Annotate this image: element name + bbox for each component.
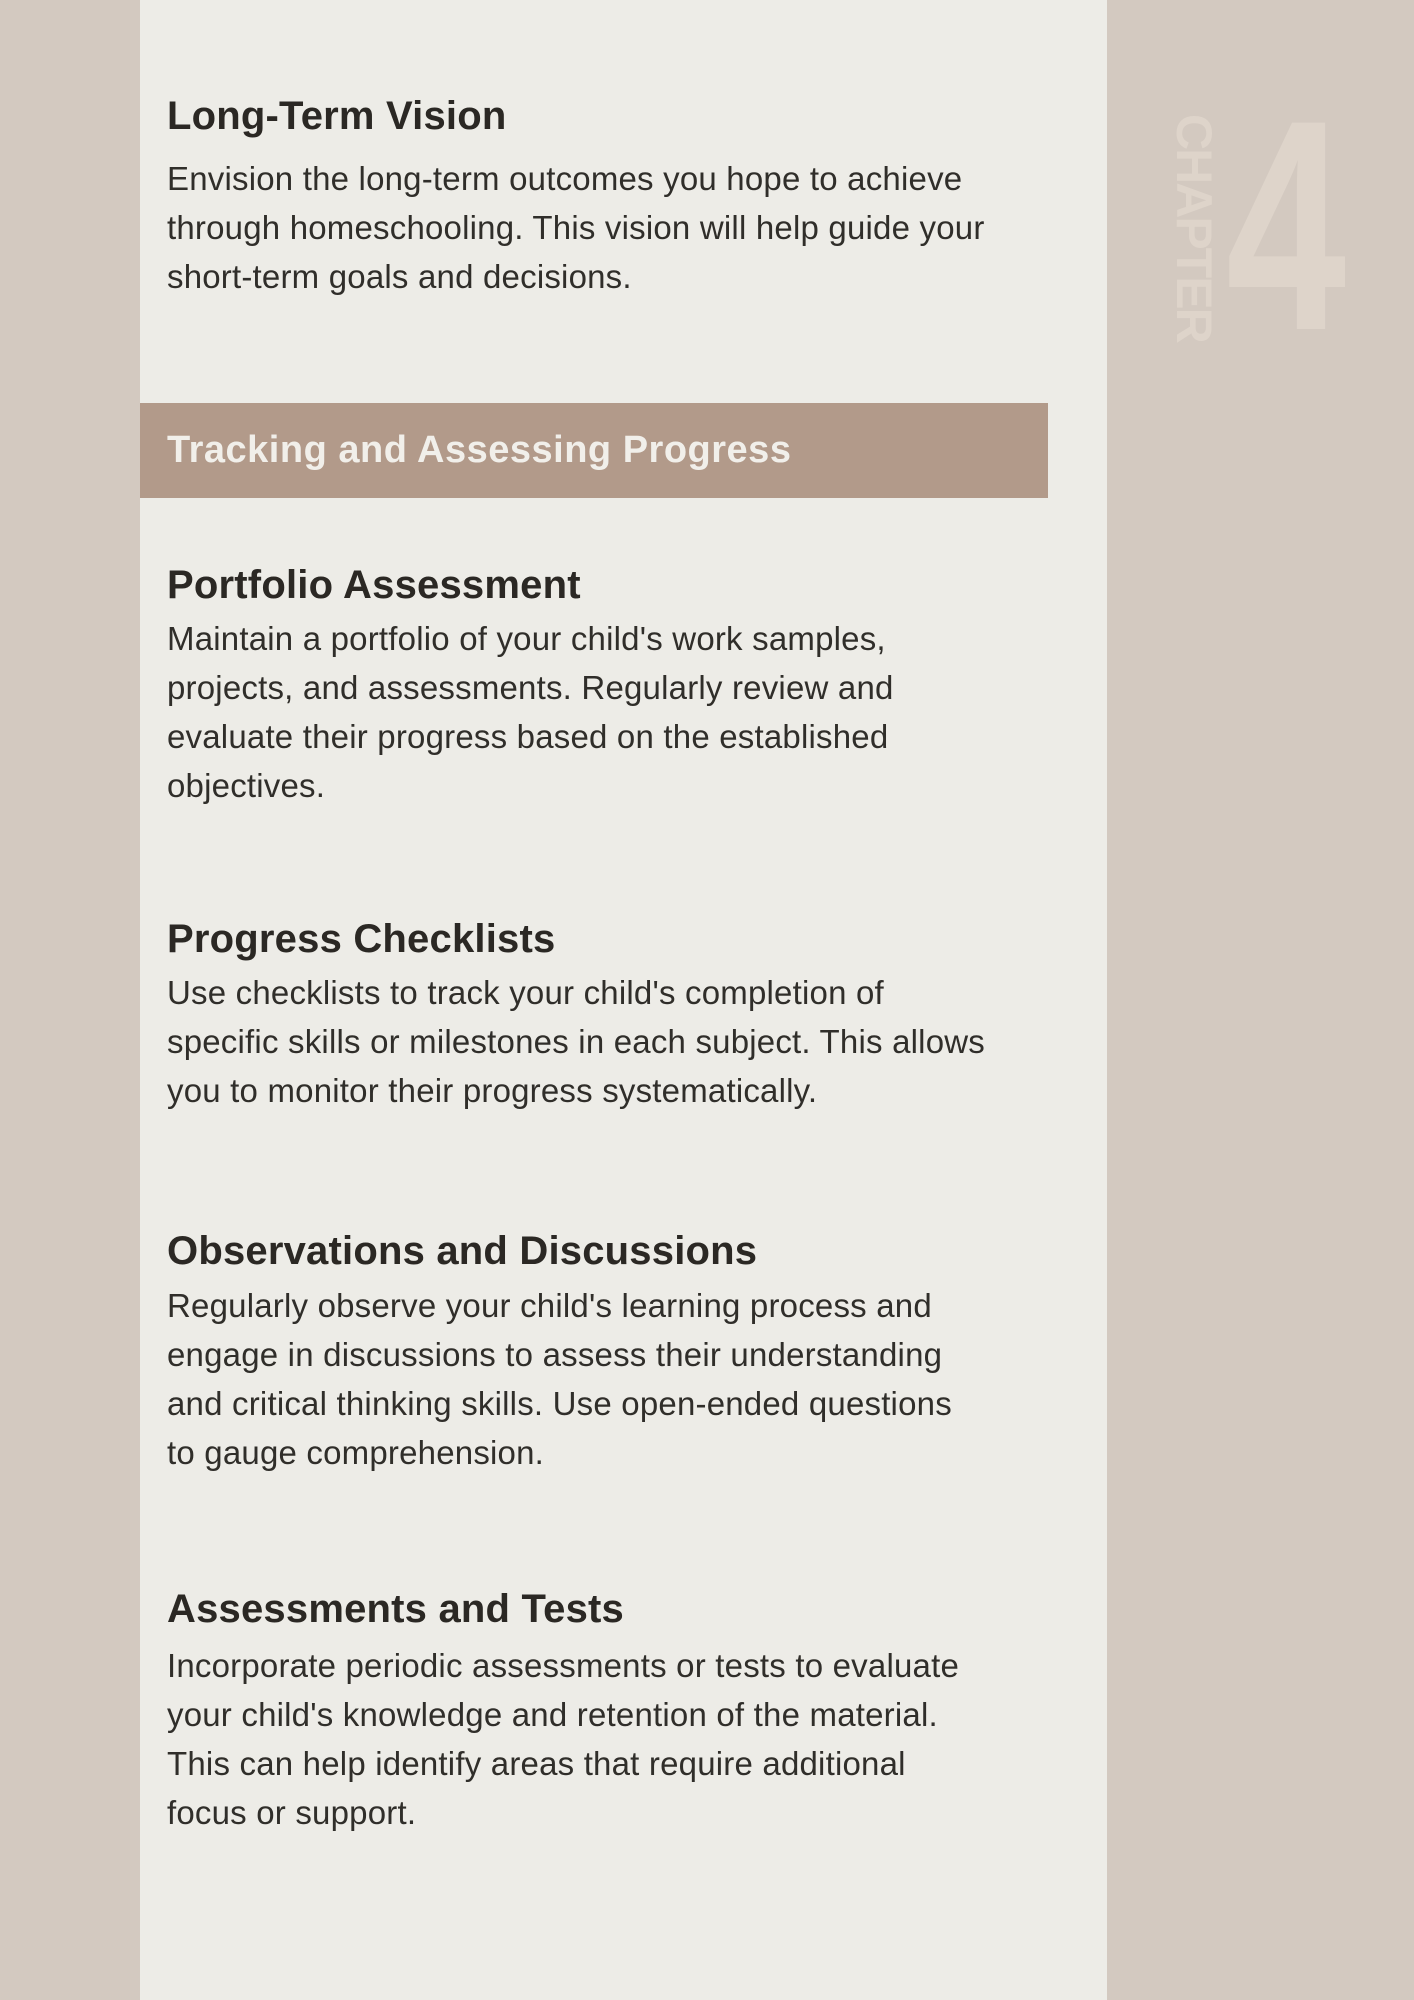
section-heading: Observations and Discussions [167, 1229, 758, 1273]
banner-title: Tracking and Assessing Progress [167, 429, 792, 471]
section-body [167, 154, 985, 301]
chapter-number: 4 [1226, 57, 1347, 393]
section-assessments-tests [167, 1586, 1097, 1831]
section-progress-checklists [167, 916, 1097, 1109]
body-line: you to monitor their progress systematically. [167, 1072, 818, 1109]
section-body [167, 1641, 959, 1837]
body-line: short-term goals and decisions. [167, 258, 632, 295]
chapter-label: CHAPTER [1166, 114, 1222, 342]
section-observations-discussions [167, 1228, 1097, 1471]
body-line: to gauge comprehension. [167, 1434, 545, 1471]
chapter-section-banner [140, 403, 1048, 498]
body-line: Maintain a portfolio of your child's work samples, [167, 620, 886, 657]
content-panel [140, 0, 1107, 2000]
section-heading: Portfolio Assessment [167, 563, 581, 607]
section-long-term-vision [167, 93, 1097, 295]
body-line: evaluate their progress based on the established [167, 718, 889, 755]
body-line: Use checklists to track your child's completion of [167, 974, 884, 1011]
body-line: specific skills or milestones in each subject. This allows [167, 1023, 985, 1060]
section-body [167, 1281, 952, 1477]
section-heading: Assessments and Tests [167, 1587, 624, 1631]
section-portfolio-assessment [167, 562, 1097, 804]
body-line: your child's knowledge and retention of the material. [167, 1696, 938, 1733]
body-line: Envision the long-term outcomes you hope to achieve [167, 160, 963, 197]
body-line: through homeschooling. This vision will help guide your [167, 209, 985, 246]
section-body [167, 614, 894, 810]
body-line: focus or support. [167, 1794, 417, 1831]
body-line: This can help identify areas that require additional [167, 1745, 906, 1782]
body-line: Regularly observe your child's learning process and [167, 1287, 932, 1324]
body-line: engage in discussions to assess their understanding [167, 1336, 943, 1373]
section-body [167, 968, 985, 1115]
body-line: Incorporate periodic assessments or tests to evaluate [167, 1647, 959, 1684]
body-line: projects, and assessments. Regularly review and [167, 669, 894, 706]
body-line: objectives. [167, 767, 326, 804]
section-heading: Progress Checklists [167, 917, 556, 961]
section-heading: Long-Term Vision [167, 94, 507, 138]
body-line: and critical thinking skills. Use open-ended questions [167, 1385, 952, 1422]
